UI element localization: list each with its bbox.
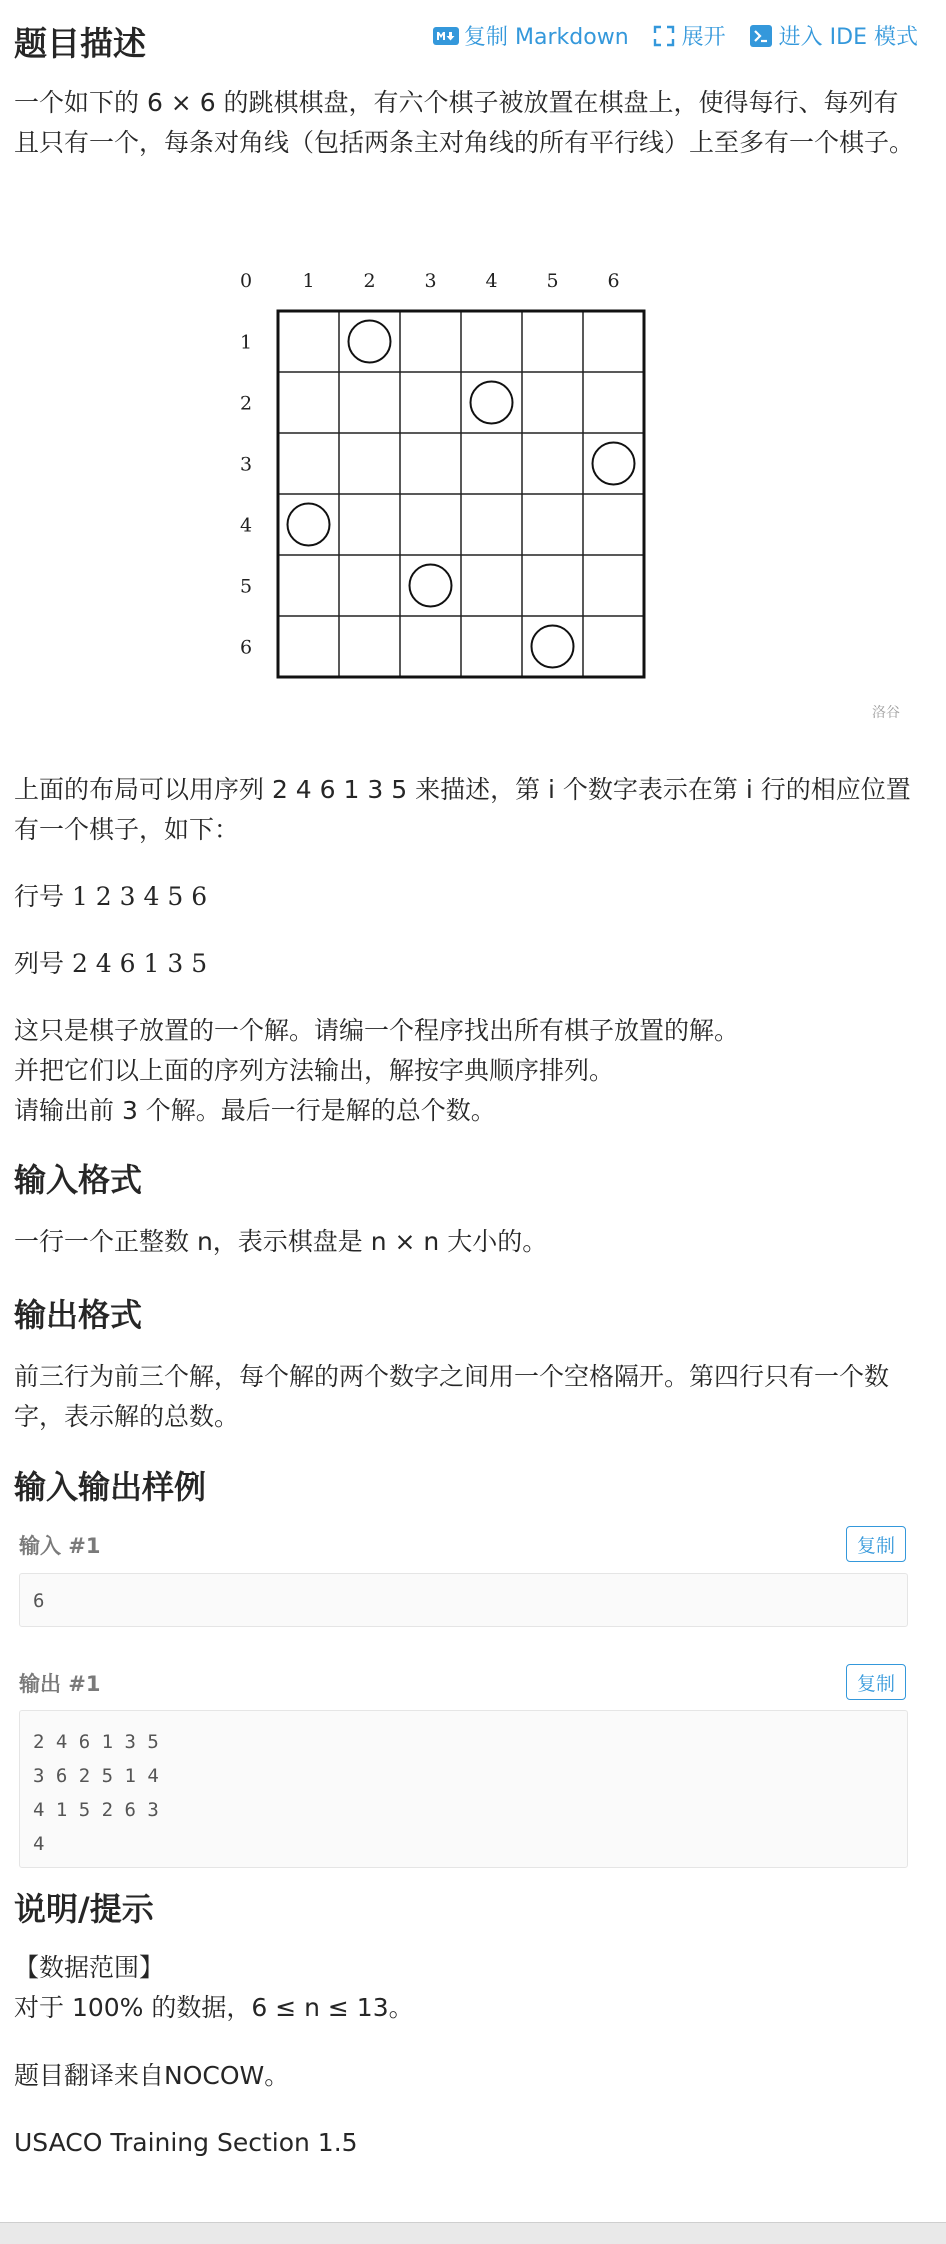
ide-mode-label: 进入 IDE 模式 [778, 25, 918, 50]
row-label: 2 [239, 392, 253, 415]
intro-paragraph: 一个如下的 6 × 6 的跳棋棋盘，有六个棋子被放置在棋盘上，使得每行、每列有且只有一个，每条对角线（包括两条主对角线的所有平行线）上至多有一个棋子。 [14, 88, 915, 157]
column-label: 2 [363, 270, 376, 292]
layout-description: 上面的布局可以用序列 2 4 6 1 3 5 来描述，第 i 个数字表示在第 i 行的相应位置有一个棋子，如下： [14, 775, 911, 844]
sample-input-label: 输入 #1 [19, 1534, 101, 1558]
output-format-text: 前三行为前三个解，每个解的两个数字之间用一个空格隔开。第四行只有一个数字，表示解的总数。 [14, 1362, 890, 1431]
section-title-input-format: 输入格式 [14, 1161, 143, 1199]
terminal-icon [748, 25, 774, 47]
copy-markdown-button[interactable] [433, 20, 629, 51]
copy-input-button[interactable]: 复制 [846, 1526, 906, 1562]
luogu-watermark: 洛谷 [872, 705, 900, 721]
queen-piece [471, 382, 513, 424]
column-label: 5 [546, 270, 559, 292]
row-label: 3 [239, 453, 253, 476]
queen-piece [410, 565, 452, 607]
row-numbers-line: 行号 1 2 3 4 5 6 [14, 882, 208, 911]
data-range-text: 对于 100% 的数据，6 ≤ n ≤ 13。 [14, 1993, 414, 2022]
queen-piece [532, 626, 574, 668]
markdown-icon [433, 25, 459, 47]
chessboard-figure [220, 255, 680, 685]
expand-icon [651, 25, 677, 47]
task-line-3: 请输出前 3 个解。最后一行是解的总个数。 [14, 1096, 496, 1125]
column-label: 6 [607, 270, 620, 292]
input-format-text: 一行一个正整数 n，表示棋盘是 n × n 大小的。 [14, 1227, 548, 1256]
ide-mode-button[interactable] [748, 20, 918, 51]
column-label: 4 [485, 270, 498, 292]
row-label: 1 [239, 331, 253, 354]
section-title-output-format: 输出格式 [14, 1296, 143, 1334]
row-label: 5 [239, 575, 253, 598]
task-line-1: 这只是棋子放置的一个解。请编一个程序找出所有棋子放置的解。 [14, 1016, 740, 1045]
translation-credit: 题目翻译来自NOCOW。 [14, 2061, 290, 2090]
task-line-2: 并把它们以上面的序列方法输出，解按字典顺序排列。 [14, 1056, 615, 1085]
copy-markdown-label: 复制 Markdown [464, 25, 629, 50]
data-range-title: 【数据范围】 [14, 1953, 165, 1982]
queen-piece [593, 443, 635, 485]
copy-output-button[interactable]: 复制 [846, 1664, 906, 1700]
queen-piece [349, 321, 391, 363]
column-numbers-line: 列号 2 4 6 1 3 5 [14, 949, 208, 978]
row-label: 6 [239, 636, 253, 659]
queen-piece [288, 504, 330, 546]
section-title-description: 题目描述 [14, 24, 146, 63]
expand-label: 展开 [681, 25, 726, 50]
problem-source: USACO Training Section 1.5 [14, 2128, 358, 2157]
expand-button[interactable] [651, 20, 726, 51]
column-label: 3 [424, 270, 437, 292]
section-title-hint: 说明/提示 [14, 1890, 154, 1928]
header-actions [433, 20, 918, 51]
bottom-scroll-edge [0, 2222, 946, 2244]
problem-header [14, 14, 918, 64]
section-title-samples: 输入输出样例 [14, 1468, 207, 1506]
sample-output-label: 输出 #1 [19, 1672, 101, 1696]
sample-input-box[interactable]: 6 [19, 1573, 908, 1627]
sample-output-box[interactable]: 2 4 6 1 3 5 3 6 2 5 1 4 4 1 5 2 6 3 4 [19, 1710, 908, 1868]
column-label: 1 [302, 270, 315, 292]
column-label: 0 [239, 270, 253, 292]
row-label: 4 [239, 514, 253, 537]
